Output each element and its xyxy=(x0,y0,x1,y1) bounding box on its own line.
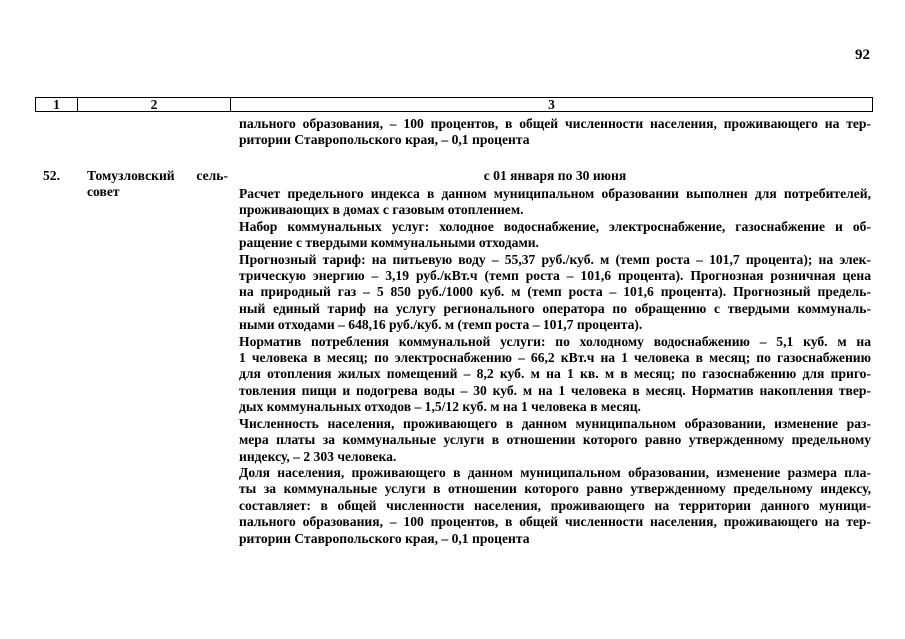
municipality-name xyxy=(87,168,228,201)
municipality-name-part: Томузловский xyxy=(87,168,175,183)
municipality-name-part: сель- xyxy=(196,168,228,183)
content-line: Набор коммунальных услуг: холодное водоснабжение, электроснабжение, газоснабжение и об- xyxy=(239,218,871,234)
table-header-row xyxy=(35,97,873,112)
content-line: 1 человека в месяц; по электроснабжению – 66,2 кВт.ч на 1 человека в месяц; по газоснабжению xyxy=(239,350,871,366)
content-line: Прогнозный тариф: на питьевую воду – 55,37 руб./куб. м (темп роста – 101,7 процента); на элек- xyxy=(239,251,871,267)
content-line: на природный газ – 5 850 руб./1000 куб. м (темп роста – 101,6 процента). Прогнозный предель- xyxy=(239,284,871,300)
content-line: индексу, – 2 303 человека. xyxy=(239,448,397,464)
content-line: Норматив потребления коммунальной услуги: по холодному водоснабжению – 5,1 куб. м на xyxy=(239,333,871,349)
content-line: товления пищи и подогрева воды – 30 куб. м на 1 человека в месяц. Норматив накопления твер- xyxy=(239,382,871,398)
content-line: ты за коммунальные услуги в отношении которого равно утвержденному предельному индексу, xyxy=(239,481,871,497)
continuation-line: пального образования, – 100 процентов, в общей численности населения, проживающего на тер- xyxy=(239,116,871,131)
content-line: Доля населения, проживающего в данном муниципальном образовании, изменение размера пла- xyxy=(239,464,871,480)
content-line: трическую энергию – 3,19 руб./кВт.ч (темп роста – 101,6 процента). Прогнозная розничная цена xyxy=(239,268,871,284)
row-number: 52. xyxy=(43,168,60,183)
content-line: для отопления жилых помещений – 8,2 куб. м на 1 кв. м в месяц; по газоснабжению для приго- xyxy=(239,366,871,382)
municipality-name-part: совет xyxy=(87,184,120,200)
content-line: пального образования, – 100 процентов, в общей численности населения, проживающего на тер- xyxy=(239,514,871,530)
period-heading: с 01 января по 30 июня xyxy=(483,168,627,183)
content-line: ный единый тариф на услугу регионального оператора по обращению с твердыми коммуналь- xyxy=(239,300,871,316)
content-line: проживающих в домах с газовым отоплением. xyxy=(239,202,524,218)
content-line: Расчет предельного индекса в данном муниципальном образовании выполнен для потребителей, xyxy=(239,186,871,201)
column-3-header: 3 xyxy=(548,97,555,112)
content-line: ритории Ставропольского края, – 0,1 процента xyxy=(239,530,530,546)
content-line: ными отходами – 648,16 руб./куб. м (темп роста – 101,7 процента). xyxy=(239,317,643,333)
content-line: дых коммунальных отходов – 1,5/12 куб. м на 1 человека в месяц. xyxy=(239,399,641,415)
continuation-line: ритории Ставропольского края, – 0,1 процента xyxy=(239,132,530,148)
entry-content xyxy=(239,186,871,547)
content-line: Численность населения, проживающего в данном муниципальном образовании, изменение раз- xyxy=(239,415,871,431)
content-line: составляет: в общей численности населения, проживающего на территории данного муници- xyxy=(239,497,871,513)
column-2-header: 2 xyxy=(78,98,231,111)
content-line: ращение с твердыми коммунальными отходами. xyxy=(239,235,539,251)
content-line: мера платы за коммунальные услуги в отношении которого равно утвержденному предельному xyxy=(239,432,871,448)
continuation-text xyxy=(239,116,871,149)
column-1-header: 1 xyxy=(36,98,78,111)
page-number: 92 xyxy=(855,47,870,63)
